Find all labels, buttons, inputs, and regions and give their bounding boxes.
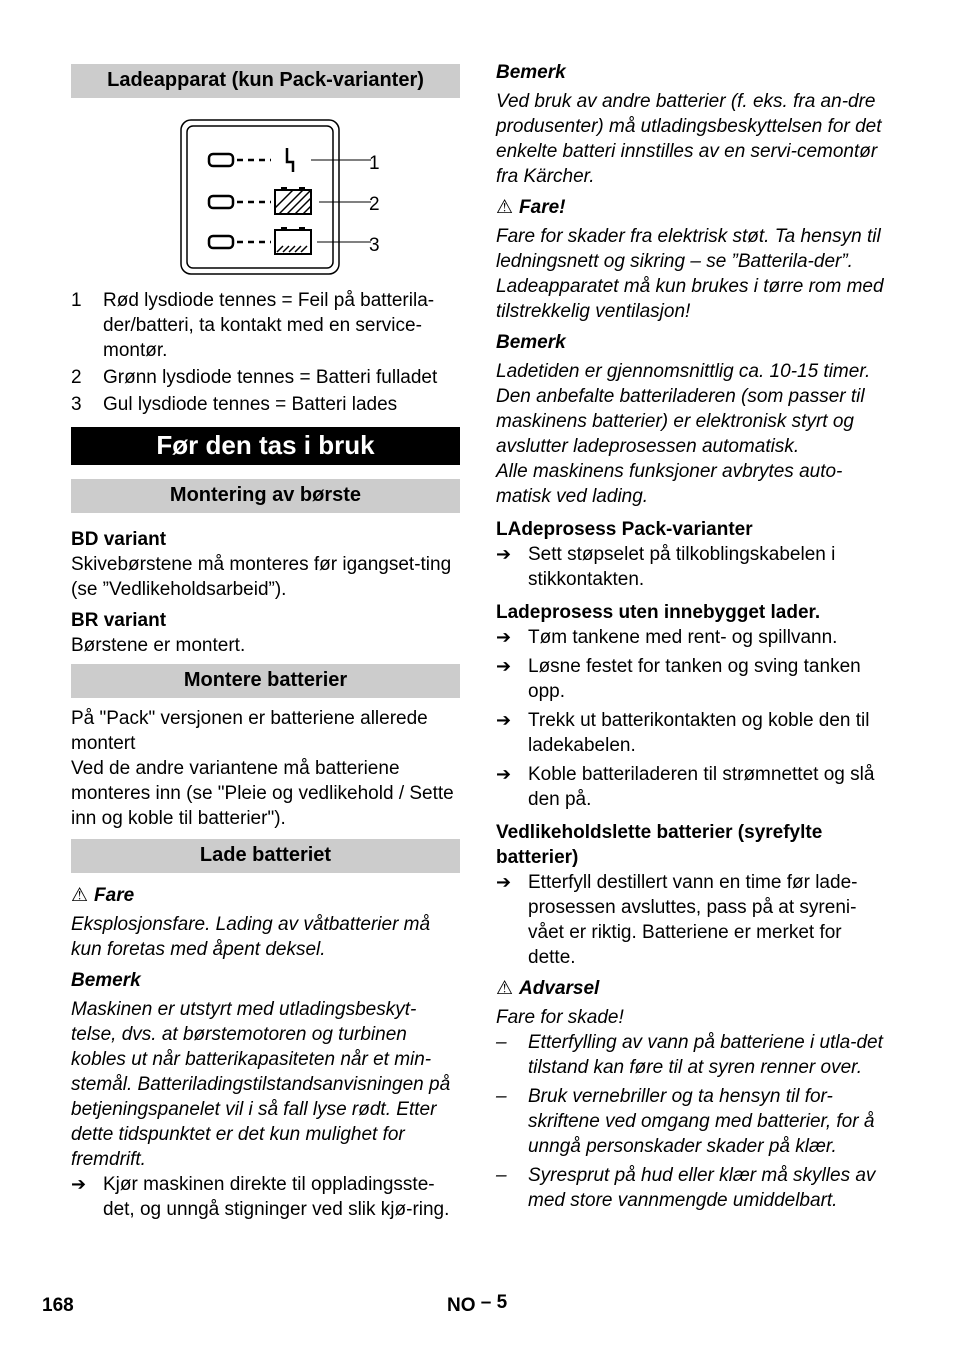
list-item: ➔ Løsne festet for tanken og sving tanken opp. <box>496 656 861 702</box>
led-red-row <box>209 148 371 172</box>
page-number: 168 <box>42 1295 74 1316</box>
fare-heading: ⚠ Fare <box>71 885 135 906</box>
fare-text-2: Ladeapparatet må kun brukes i tørre rom med tilstrekkelig ventilasjon! <box>496 276 884 322</box>
right-column <box>496 60 886 1213</box>
led-green-row <box>209 187 371 214</box>
bemerk-text: Ved bruk av andre batterier (f. eks. fra an-dre produsenter) må utladingsbeskyttelsen for det enkelte batteri innstilles av en servi-cemontør fra Kärcher. <box>496 91 882 187</box>
charger-heading: Ladeapparat (kun Pack-varianter) <box>71 64 460 98</box>
battery-full-icon <box>275 187 311 214</box>
dash-bullet: – <box>496 1086 507 1107</box>
list-item: 1 Rød lysdiode tennes = Feil på batterila-der/batteri, ta kontakt med en service-montør. <box>71 290 435 361</box>
list-item: ➔ Tøm tankene med rent- og spillvann. <box>496 627 838 648</box>
led-yellow-row <box>209 227 371 254</box>
list-item: ➔ Trekk ut batterikontakten og koble den til ladekabelen. <box>496 710 870 756</box>
bemerk-heading: Bemerk <box>71 970 141 991</box>
list-item: – Bruk vernebriller og ta hensyn til for-skriftene ved omgang med batterier, for å unngå personskader skader på klær. <box>496 1086 875 1157</box>
charge-heading: Lade batteriet <box>71 839 460 873</box>
callout-3: 3 <box>369 235 380 256</box>
dash-bullet: – <box>496 1032 507 1053</box>
charger-led-panel-figure <box>151 118 381 278</box>
maint-heading: Vedlikeholdslette batterier (syrefylte batterier) <box>496 822 823 868</box>
bemerk-heading: Bemerk <box>496 332 566 353</box>
list-item: ➔ Kjør maskinen direkte til oppladingsste-det, og unngå stigninger ved slik kjø-ring. <box>71 1174 450 1220</box>
left-column <box>71 60 460 1222</box>
battery-text-1: På "Pack" versjonen er batteriene allerede montert <box>71 708 428 754</box>
list-item: ➔ Sett støpselet på tilkoblingskabelen i stikkontakten. <box>496 544 836 590</box>
arrow-right-icon: ➔ <box>496 656 512 676</box>
bemerk-text-1: Ladetiden er gjennomsnittlig ca. 10-15 timer. <box>496 361 871 382</box>
bemerk-text-3: Alle maskinens funksjoner avbrytes auto-matisk ved lading. <box>496 461 843 507</box>
bemerk-text-2: Den anbefalte batteriladeren (som passer til maskinens batterier) er elektronisk styrt og avslutter ladeprosessen automatisk. <box>496 386 865 457</box>
fare-heading: ⚠ Fare! <box>496 197 566 218</box>
bd-text: Skivebørstene må monteres før igangset-ting (se ”Vedlikeholdsarbeid”). <box>71 554 452 600</box>
arrow-right-icon: ➔ <box>496 544 512 564</box>
list-item: ➔ Etterfyll destillert vann en time før lade-prosessen avsluttes, pass på at syreni-vået er riktig. Batteriene er merket for dette. <box>496 872 858 968</box>
warning-triangle-icon: ⚠ <box>496 978 514 999</box>
pack-heading: LAdeprosess Pack-varianter <box>496 519 753 540</box>
section-footer: NO – 5 <box>447 1292 508 1316</box>
callout-1: 1 <box>369 153 380 174</box>
list-item: 3 Gul lysdiode tennes = Batteri lades <box>71 394 398 415</box>
led-legend-list <box>71 288 460 417</box>
figure-callout-numbers <box>369 154 380 256</box>
bemerk-text: Maskinen er utstyrt med utladingsbeskyt-telse, dvs. at børstemotoren og turbinen kobles ut når batterikapasiteten når et min-stemål. Batteriladingstilstandsanvisningen på betjeningspanelet vil i så fall lyse rødt. Etter dette tidspunktet er det kun mulighet for fremdrift. <box>71 999 451 1170</box>
br-text: Børstene er montert. <box>71 635 246 656</box>
advarsel-text: Fare for skade! <box>496 1007 624 1028</box>
bemerk-heading: Bemerk <box>496 62 566 83</box>
arrow-right-icon: ➔ <box>71 1174 87 1194</box>
fare-text-1: Fare for skader fra elektrisk støt. Ta hensyn til ledningsnett og sikring – se ”Batterila-der”. <box>496 226 881 272</box>
arrow-right-icon: ➔ <box>496 764 512 784</box>
list-item: – Syresprut på hud eller klær må skylles av med store vannmengde umiddelbart. <box>496 1165 876 1211</box>
fare-text: Eksplosjonsfare. Lading av våtbatterier må kun foretas med åpent deksel. <box>71 914 431 960</box>
brush-heading: Montering av børste <box>71 479 460 513</box>
nolader-heading: Ladeprosess uten innebygget lader. <box>496 602 821 623</box>
br-heading: BR variant <box>71 610 167 631</box>
battery-text-2: Ved de andre variantene må batteriene monteres inn (se "Pleie og vedlikehold / Sette inn og koble til batterier"). <box>71 758 454 829</box>
arrow-right-icon: ➔ <box>496 872 512 892</box>
warning-triangle-icon: ⚠ <box>496 197 514 218</box>
advarsel-heading: ⚠ Advarsel <box>496 978 600 999</box>
list-item: – Etterfylling av vann på batteriene i utla-det tilstand kan føre til at syren renner over. <box>496 1032 883 1078</box>
callout-2: 2 <box>369 194 380 215</box>
section-title: Før den tas i bruk <box>71 427 460 465</box>
arrow-right-icon: ➔ <box>496 627 512 647</box>
battery-charging-icon <box>275 227 311 254</box>
battery-heading: Montere batterier <box>71 664 460 698</box>
warning-triangle-icon: ⚠ <box>71 885 89 906</box>
lightning-icon <box>287 148 293 172</box>
list-item: 2 Grønn lysdiode tennes = Batteri fulladet <box>71 367 438 388</box>
bd-heading: BD variant <box>71 529 167 550</box>
list-item: ➔ Koble batteriladeren til strømnettet og slå den på. <box>496 764 875 810</box>
arrow-right-icon: ➔ <box>496 710 512 730</box>
dash-bullet: – <box>496 1165 507 1186</box>
